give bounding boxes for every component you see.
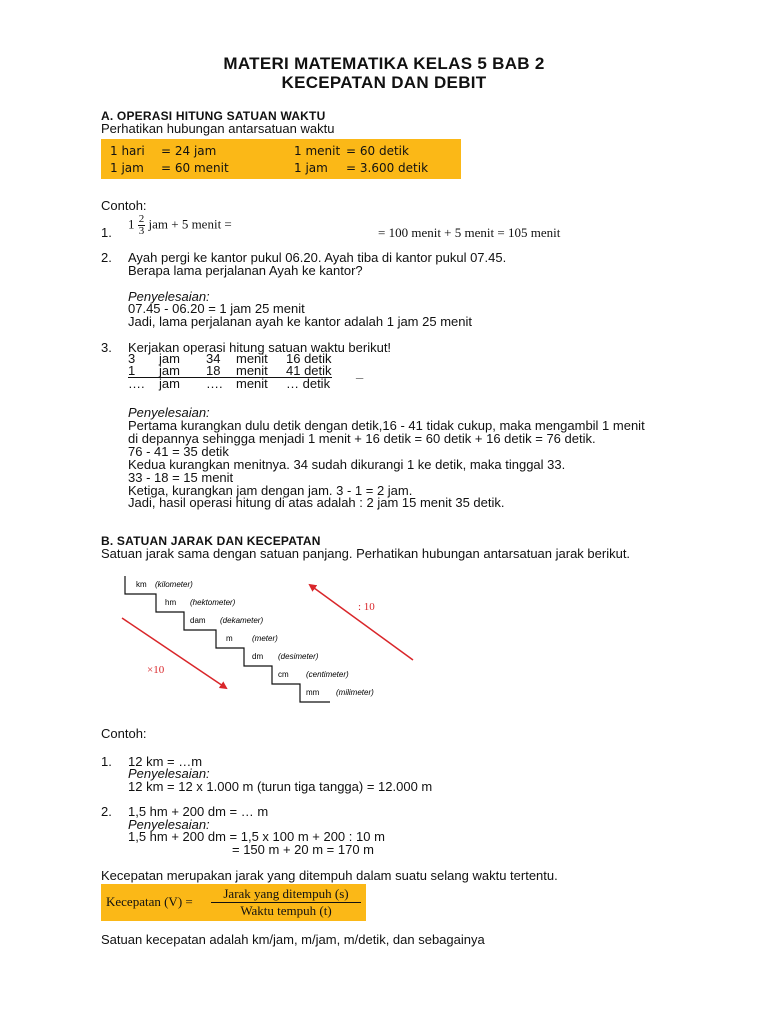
ops-cell: 18 (206, 365, 236, 378)
stair-hm: hm (165, 598, 177, 607)
ops-cell: menit (236, 365, 286, 378)
stair-dm: dm (252, 652, 264, 661)
b-ex2-sol-2: = 150 m + 20 m = 170 m (232, 842, 374, 857)
multiply-arrow (122, 618, 226, 688)
time-units-box (101, 139, 461, 179)
stair-dm-name: (desimeter) (278, 652, 319, 661)
contoh-label-b: Contoh: (101, 726, 147, 741)
box-r2c2: = 60 menit (161, 161, 229, 175)
b-ex2-sol-1: 1,5 hm + 200 dm = 1,5 x 100 m + 200 : 10 m (128, 829, 385, 844)
ex1-left: jam + 5 menit = (148, 216, 232, 232)
ex1-number: 1. (101, 225, 112, 240)
b-ex1-solution-label: Penyelesaian: (128, 766, 210, 781)
stair-m-name: (meter) (252, 634, 278, 643)
kecepatan-definition: Kecepatan merupakan jarak yang ditempuh dalam suatu selang waktu tertentu. (101, 868, 558, 883)
stair-dam: dam (190, 616, 206, 625)
box-r1c2: = 24 jam (161, 144, 217, 158)
ops-cell: menit (236, 351, 268, 366)
stair-dam-name: (dekameter) (220, 616, 264, 625)
page-subtitle: KECEPATAN DAN DEBIT (281, 73, 487, 92)
ex3-sol-3: 76 - 41 = 35 detik (128, 444, 229, 459)
ex1-expression (128, 214, 232, 237)
section-b-intro: Satuan jarak sama dengan satuan panjang. Perhatikan hubungan antarsatuan jarak berikut. (101, 546, 631, 561)
section-b-heading: B. SATUAN JARAK DAN KECEPATAN (101, 534, 321, 548)
ops-cell: …. (128, 376, 145, 391)
box-r1c1: 1 hari (110, 144, 145, 158)
ex2-line2: Berapa lama perjalanan Ayah ke kantor? (128, 263, 363, 278)
ex2-solution-label: Penyelesaian: (128, 289, 210, 304)
stair-hm-name: (hektometer) (190, 598, 236, 607)
ops-cell: jam (159, 376, 180, 391)
b-ex2-number: 2. (101, 804, 112, 819)
divide-label: : 10 (358, 601, 375, 613)
ops-cell: 34 (206, 351, 221, 366)
unit-staircase-diagram (110, 570, 430, 720)
stair-km-name: (kilometer) (155, 580, 193, 589)
b-ex1-sol-1: 12 km = 12 x 1.000 m (turun tiga tangga) = 12.000 m (128, 779, 433, 794)
section-a-heading: A. OPERASI HITUNG SATUAN WAKTU (101, 109, 326, 123)
ops-cell: jam (159, 351, 180, 366)
ops-cell: jam (159, 365, 206, 378)
ex3-sol-1: Pertama kurangkan dulu detik dengan detik,16 - 41 tidak cukup, maka mengambil 1 menit (128, 418, 645, 433)
b-ex2-question: 1,5 hm + 200 dm = … m (128, 804, 269, 819)
formula-numerator: Jarak yang ditempuh (s) (211, 886, 361, 903)
ex2-line1: Ayah pergi ke kantor pukul 06.20. Ayah tiba di kantor pukul 07.45. (128, 250, 507, 265)
ex3-sol-5: 33 - 18 = 15 menit (128, 470, 234, 485)
contoh-label-a: Contoh: (101, 198, 147, 213)
ex2-sol-1: 07.45 - 06.20 = 1 jam 25 menit (128, 301, 305, 316)
ex3-line1: Kerjakan operasi hitung satuan waktu berikut! (128, 340, 392, 355)
ex3-number: 3. (101, 340, 112, 355)
ex2-sol-2: Jadi, lama perjalanan ayah ke kantor adalah 1 jam 25 menit (128, 314, 472, 329)
ex3-sol-6: Ketiga, kurangkan jam dengan jam. 3 - 1 = 2 jam. (128, 483, 413, 498)
formula-lhs: Kecepatan (V) = (106, 894, 193, 909)
ops-row-3 (128, 378, 332, 391)
ex1-frac-den: 3 (138, 225, 145, 237)
b-ex2-solution-label: Penyelesaian: (128, 817, 210, 832)
b-ex1-number: 1. (101, 754, 112, 769)
ops-cell: 3 (128, 351, 136, 366)
box-r1c3: 1 menit (294, 144, 341, 158)
stair-cm-name: (centimeter) (306, 670, 349, 679)
ex3-solution-label: Penyelesaian: (128, 405, 210, 420)
ops-cell: … detik (286, 376, 331, 391)
ex3-sol-2: di depannya sehingga menjadi 1 menit + 16 detik = 60 detik + 16 detik = 76 detik. (128, 431, 596, 446)
box-r2c3: 1 jam (294, 161, 328, 175)
ops-cell: 41 detik (286, 363, 332, 378)
b-ex1-question: 12 km = …m (128, 754, 203, 769)
stair-mm: mm (306, 688, 320, 697)
divide-arrow (310, 585, 413, 660)
ex1-right: = 100 menit + 5 menit = 105 menit (378, 225, 561, 240)
ops-cell: …. (206, 376, 223, 391)
ex1-fraction (138, 214, 146, 237)
stair-mm-name: (milimeter) (336, 688, 374, 697)
multiply-label: ×10 (147, 664, 165, 676)
closing-sentence: Satuan kecepatan adalah km/jam, m/jam, m/detik, dan sebagainya (101, 932, 485, 947)
speed-formula-box (101, 884, 366, 921)
ex3-sol-4: Kedua kurangkan menitnya. 34 sudah dikurangi 1 ke detik, maka tinggal 33. (128, 457, 566, 472)
box-r2c4: = 3.600 detik (346, 161, 429, 175)
stair-m: m (226, 634, 233, 643)
ex1-whole: 1 (128, 216, 135, 232)
ex3-subtraction-table (128, 353, 332, 390)
ex3-sol-7: Jadi, hasil operasi hitung di atas adalah : 2 jam 15 menit 35 detik. (128, 495, 505, 510)
page-title: MATERI MATEMATIKA KELAS 5 BAB 2 (223, 54, 545, 73)
stair-km: km (136, 580, 147, 589)
minus-sign: _ (356, 365, 364, 380)
ops-cell: 1 (128, 365, 159, 378)
box-r1c4: = 60 detik (346, 144, 409, 158)
section-a-intro: Perhatikan hubungan antarsatuan waktu (101, 121, 335, 136)
ex1-frac-num: 2 (138, 213, 145, 225)
ops-cell: menit (236, 376, 268, 391)
ops-cell: 16 detik (286, 351, 332, 366)
box-r2c1: 1 jam (110, 161, 144, 175)
ex2-number: 2. (101, 250, 112, 265)
stair-cm: cm (278, 670, 289, 679)
formula-denominator: Waktu tempuh (t) (240, 903, 332, 918)
